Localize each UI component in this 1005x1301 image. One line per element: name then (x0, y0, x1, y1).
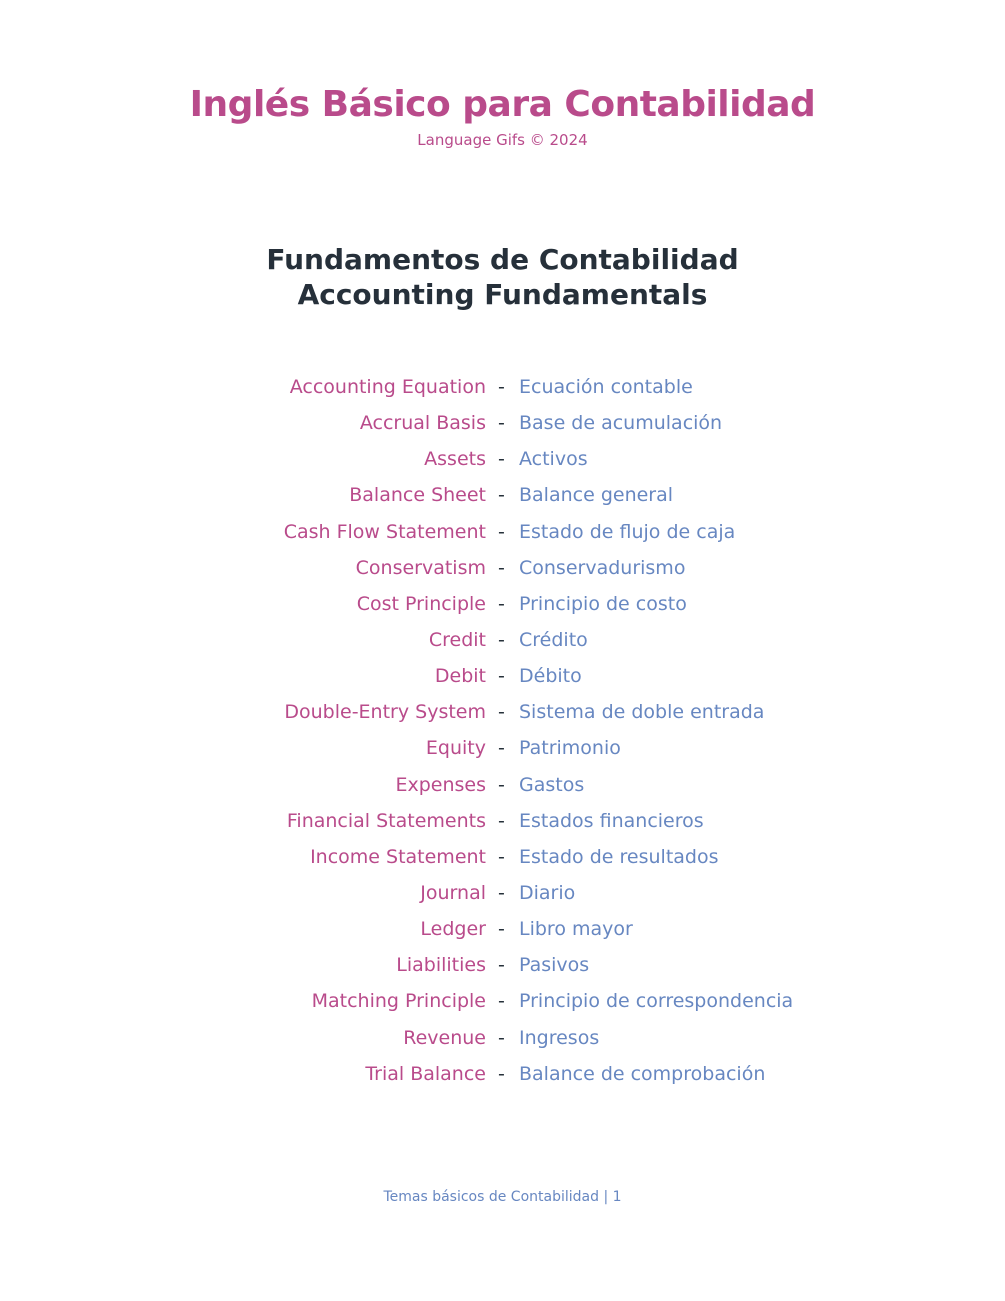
glossary-translation: Conservadurismo (519, 556, 686, 579)
glossary-row (0, 658, 1005, 694)
page-footer: Temas básicos de Contabilidad | 1 (383, 1189, 622, 1205)
section-title-spanish: Fundamentos de Contabilidad (266, 243, 739, 276)
glossary-separator: - (498, 412, 505, 435)
glossary-term: Double-Entry System (284, 701, 486, 724)
glossary-row (0, 550, 1005, 586)
glossary-term: Cost Principle (356, 592, 486, 615)
glossary-row (0, 875, 1005, 911)
glossary-row (0, 405, 1005, 441)
glossary-term: Accrual Basis (359, 412, 486, 435)
glossary-separator: - (498, 520, 505, 543)
glossary-translation: Principio de costo (519, 592, 687, 615)
glossary-translation: Gastos (519, 773, 585, 796)
glossary-row (0, 694, 1005, 730)
glossary-translation: Diario (519, 881, 576, 904)
glossary-row (0, 983, 1005, 1019)
glossary-term: Liabilities (396, 954, 486, 977)
glossary-separator: - (498, 628, 505, 651)
glossary-term: Balance Sheet (349, 484, 486, 507)
glossary-row (0, 1056, 1005, 1092)
glossary-term: Expenses (395, 773, 486, 796)
glossary-translation: Pasivos (519, 954, 590, 977)
glossary-term: Assets (424, 448, 486, 471)
glossary-translation: Sistema de doble entrada (519, 701, 765, 724)
glossary-separator: - (498, 1062, 505, 1085)
glossary-term: Cash Flow Statement (283, 520, 486, 543)
glossary-term: Trial Balance (365, 1062, 486, 1085)
glossary-translation: Balance de comprobación (519, 1062, 766, 1085)
glossary-translation: Base de acumulación (519, 412, 723, 435)
glossary-separator: - (498, 954, 505, 977)
glossary-translation: Patrimonio (519, 737, 621, 760)
glossary-row (0, 947, 1005, 983)
glossary-translation: Principio de correspondencia (519, 990, 794, 1013)
glossary-separator: - (498, 448, 505, 471)
glossary-translation: Estado de resultados (519, 845, 719, 868)
glossary-row (0, 803, 1005, 839)
glossary-row (0, 911, 1005, 947)
glossary-translation: Débito (519, 665, 582, 688)
glossary-list (0, 369, 1005, 1092)
glossary-term: Conservatism (355, 556, 486, 579)
glossary-term: Revenue (403, 1026, 486, 1049)
page-title: Inglés Básico para Contabilidad (189, 84, 816, 125)
glossary-translation: Estados financieros (519, 809, 704, 832)
glossary-translation: Libro mayor (519, 918, 633, 941)
glossary-row (0, 586, 1005, 622)
glossary-term: Income Statement (310, 845, 486, 868)
glossary-term: Accounting Equation (289, 376, 486, 398)
glossary-row (0, 441, 1005, 477)
glossary-separator: - (498, 737, 505, 760)
glossary-separator: - (498, 376, 505, 398)
glossary-row (0, 477, 1005, 513)
glossary-row (0, 369, 1005, 405)
glossary-separator: - (498, 845, 505, 868)
glossary-separator: - (498, 990, 505, 1013)
glossary-translation: Activos (519, 448, 588, 471)
section-heading (0, 242, 1005, 312)
glossary-term: Credit (428, 628, 486, 651)
glossary-translation: Balance general (519, 484, 674, 507)
section-title-english: Accounting Fundamentals (297, 278, 708, 311)
glossary-row (0, 730, 1005, 766)
glossary-separator: - (498, 556, 505, 579)
glossary-separator: - (498, 918, 505, 941)
glossary-translation: Ingresos (519, 1026, 600, 1049)
glossary-translation: Estado de flujo de caja (519, 520, 736, 543)
glossary-separator: - (498, 881, 505, 904)
glossary-separator: - (498, 773, 505, 796)
glossary-separator: - (498, 484, 505, 507)
glossary-term: Ledger (420, 918, 486, 941)
glossary-separator: - (498, 1026, 505, 1049)
glossary-term: Financial Statements (286, 809, 486, 832)
glossary-separator: - (498, 701, 505, 724)
glossary-separator: - (498, 809, 505, 832)
glossary-translation: Ecuación contable (519, 376, 693, 398)
glossary-row (0, 514, 1005, 550)
copyright-notice: Language Gifs © 2024 (417, 131, 588, 149)
glossary-row (0, 839, 1005, 875)
glossary-term: Debit (434, 665, 486, 688)
glossary-separator: - (498, 592, 505, 615)
glossary-row (0, 767, 1005, 803)
glossary-term: Matching Principle (311, 990, 486, 1013)
glossary-term: Equity (425, 737, 486, 760)
page-header (0, 82, 1005, 150)
glossary-separator: - (498, 665, 505, 688)
glossary-row (0, 622, 1005, 658)
glossary-term: Journal (420, 881, 486, 904)
glossary-row (0, 1020, 1005, 1056)
glossary-translation: Crédito (519, 628, 588, 651)
